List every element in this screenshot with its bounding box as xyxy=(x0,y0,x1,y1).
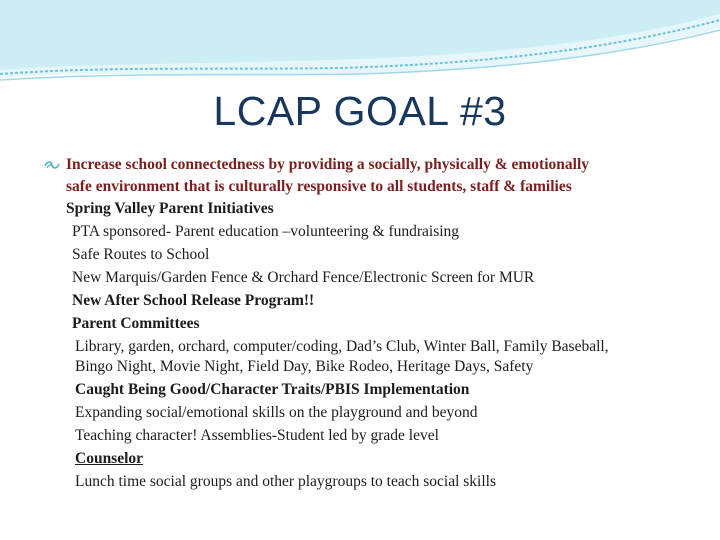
list-item-highlight: New After School Release Program!! xyxy=(72,292,315,309)
list-item: Lunch time social groups and other playgroups to teach social skills xyxy=(75,473,496,490)
goal-statement-line-2: safe environment that is culturally responsive to all students, staff & families xyxy=(66,178,572,195)
list-item: Teaching character! Assemblies-Student led by grade level xyxy=(75,427,439,444)
section-heading-pbis: Caught Being Good/Character Traits/PBIS Implementation xyxy=(75,381,470,398)
wave-header-decoration xyxy=(0,0,720,90)
slide-title: LCAP GOAL #3 xyxy=(213,88,507,134)
swirl-bullet-icon xyxy=(44,160,60,170)
list-item: PTA sponsored- Parent education –volunteering & fundraising xyxy=(72,223,460,240)
goal-statement-line-1: Increase school connectedness by providing a socially, physically & emotionally xyxy=(66,156,590,173)
list-item: New Marquis/Garden Fence & Orchard Fence/Electronic Screen for MUR xyxy=(72,269,535,286)
section-heading-counselor: Counselor xyxy=(75,450,144,467)
list-item: Bingo Night, Movie Night, Field Day, Bike Rodeo, Heritage Days, Safety xyxy=(75,358,534,375)
list-item: Expanding social/emotional skills on the playground and beyond xyxy=(75,404,478,421)
list-item: Library, garden, orchard, computer/coding, Dad’s Club, Winter Ball, Family Baseball, xyxy=(75,338,609,355)
section-heading-parent-initiatives: Spring Valley Parent Initiatives xyxy=(66,200,274,217)
section-heading-parent-committees: Parent Committees xyxy=(72,315,200,332)
list-item: Safe Routes to School xyxy=(72,246,210,263)
